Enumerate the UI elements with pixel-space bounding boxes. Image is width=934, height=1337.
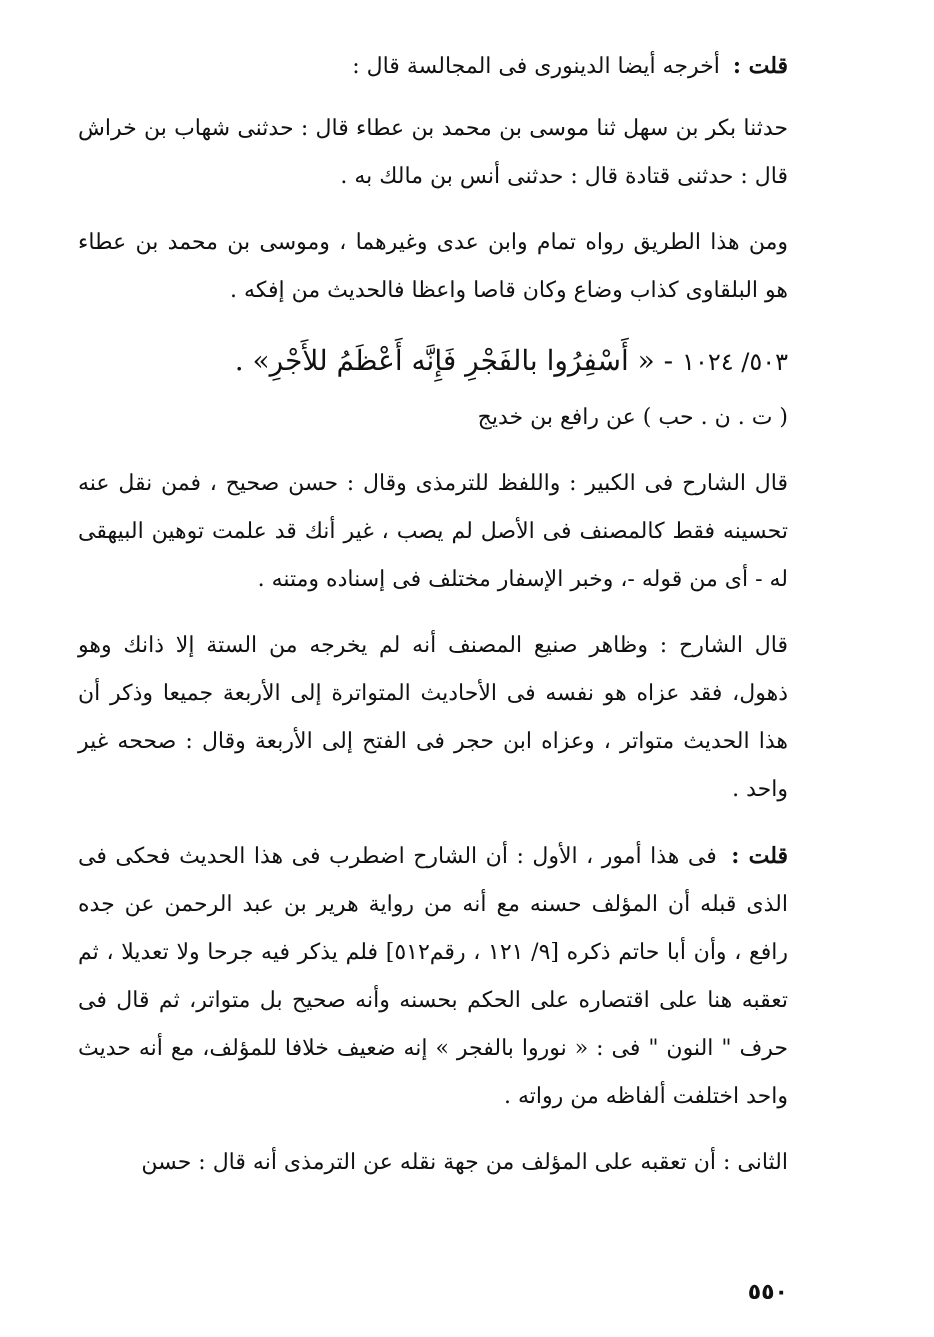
hadith-heading <box>78 333 788 390</box>
commentary-paragraph-3 <box>78 832 788 1121</box>
narrator-paragraph: ومن هذا الطريق رواه تمام وابن عدى وغيرهما ، وموسى بن محمد بن عطاء هو البلقاوى كذاب وضاع وكان قاصا واعظا فالحديث من إفكه . <box>78 230 788 303</box>
commentary-paragraph-3-text: فى هذا أمور ، الأول : أن الشارح اضطرب فى هذا الحديث فحكى فى الذى قبله أن المؤلف حسنه مع أنه من رواية هرير بن عبد الرحمن عن جده رافع ، وأن أبا حاتم ذكره [٩/ ١٢١ ، رقم٥١٢] فلم يذكر فيه جرحا ولا تعديلا ، ثم تعقبه هنا على اقتصاره على الحكم بحسنه وأنه صحيح بل متواتر، ثم قال فى حرف " النون " فى : « نوروا بالفجر » إنه ضعيف خلافا للمؤلف، مع أنه حديث واحد اختلفت ألفاظه من رواته . <box>78 844 788 1109</box>
commentary-paragraph-2: قال الشارح : وظاهر صنيع المصنف أنه لم يخرجه من الستة إلا ذانك وهو ذهول، فقد عزاه هو نفسه فى الأحاديث المتواترة إلى الأربعة جميعا وذكر أن هذا الحديث متواتر ، وعزاه ابن حجر فى الفتح إلى الأربعة وقال : صححه غير واحد . <box>78 633 788 802</box>
qult-lead-2: قلت : <box>731 843 788 869</box>
commentary-paragraph-4: الثانى : أن تعقبه على المؤلف من جهة نقله عن الترمذى أنه قال : حسن <box>141 1150 788 1175</box>
qult-lead: قلت : <box>732 53 788 79</box>
intro-paragraph <box>78 42 788 91</box>
hadith-source: ( ت . ن . حب ) عن رافع بن خديج <box>477 405 788 430</box>
page-number: ٥٥٠ <box>747 1280 788 1305</box>
isnad-paragraph: حدثنا بكر بن سهل ثنا موسى بن محمد بن عطاء قال : حدثنى شهاب بن خراش قال : حدثنى قتادة قال : حدثنى أنس بن مالك به . <box>78 116 788 189</box>
commentary-paragraph-1: قال الشارح فى الكبير : واللفظ للترمذى وقال : حسن صحيح ، فمن نقل عنه تحسينه فقط كالمصنف فى الأصل لم يصب ، غير أنك قد علمت توهين البيهقى له - أى من قوله -، وخبر الإسفار مختلف فى إسناده ومتنه . <box>78 471 788 592</box>
intro-text: أخرجه أيضا الدينورى فى المجالسة قال : <box>352 54 720 79</box>
hadith-number: ٥٠٣/ ١٠٢٤ <box>682 348 788 376</box>
hadith-text: - « أَسْفِرُوا بالفَجْرِ فَإِنَّه أَعْظَمُ للأَجْرِ» . <box>234 344 674 377</box>
